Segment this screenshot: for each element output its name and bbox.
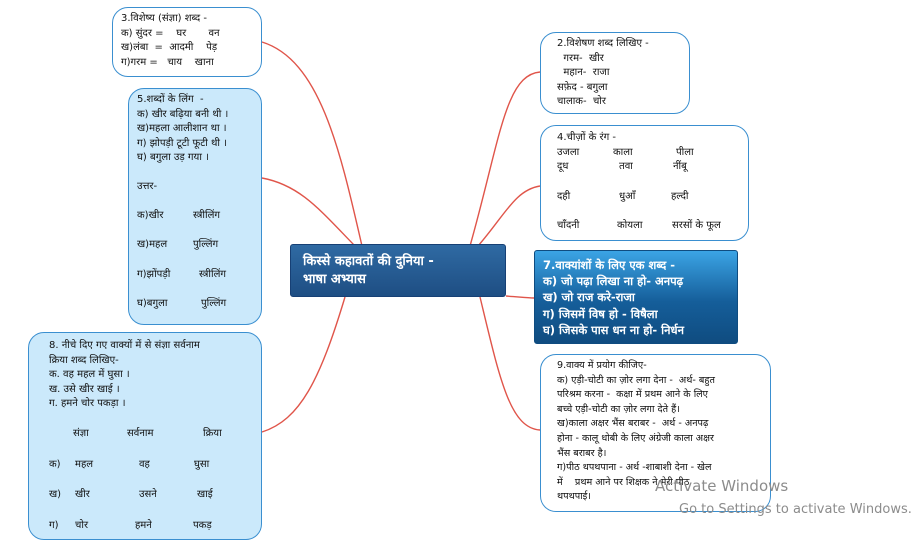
node9-line: बच्चे एड़ी-चोटी का ज़ोर लगा देते हैं। xyxy=(557,403,680,415)
link-node3 xyxy=(262,42,362,246)
node3-line-1: क) सुंदर = घर वन xyxy=(121,27,220,39)
node8-cell: महल xyxy=(75,458,94,470)
node4-row xyxy=(557,219,748,234)
node3-line-3: ग)गरम = चाय खाना xyxy=(121,56,214,68)
node4-title: 4.चीज़ों के रंग - xyxy=(557,132,617,143)
node5-answer-row xyxy=(137,268,253,283)
node-adjective-words[interactable] xyxy=(540,32,690,114)
node4-cell: पीला xyxy=(676,146,694,158)
link-node5 xyxy=(262,178,355,246)
node9-line: में प्रथम आने पर शिक्षक ने मेरी पीठ xyxy=(557,476,690,488)
node4-cell: तवा xyxy=(619,161,633,173)
node7-line-1: क) जो पढ़ा लिखा ना हो- अनपढ़ xyxy=(543,274,684,289)
link-node8 xyxy=(262,297,345,432)
link-node4 xyxy=(478,186,540,246)
node4-row xyxy=(557,160,748,175)
node7-line-title: 7.वाक्यांशों के लिए एक शब्द - xyxy=(543,258,676,272)
node9-line: होना - कालू धोबी के लिए अंग्रेजी काला अक्षर xyxy=(557,432,714,444)
node-gender-words[interactable] xyxy=(128,88,262,325)
node2-line-3: सफ़ेद - बगुला xyxy=(557,81,608,93)
node9-line: परिश्रम करना - कक्षा में प्रथम आने के लिए xyxy=(557,389,708,401)
node4-cell: नींबू xyxy=(673,161,687,173)
node8-table-row xyxy=(49,458,261,473)
node-noun-pronoun-verb[interactable] xyxy=(28,332,262,540)
node5-answer-row xyxy=(137,209,253,224)
node9-line: क) एड़ी-चोटी का ज़ोर लगा देना - अर्थ- बहुत xyxy=(557,374,715,386)
node5-answer-gender: पुल्लिंग xyxy=(193,239,219,251)
node8-cell: वह xyxy=(139,458,150,470)
node4-cell: कोयला xyxy=(617,220,643,232)
node5-answer-gender: स्त्रीलिंग xyxy=(193,209,220,221)
node8-line-4: ग. हमने चोर पकड़ा । xyxy=(49,398,126,410)
node3-line-title: 3.विशेष्य (संज्ञा) शब्द - xyxy=(121,13,207,24)
node7-line-2: ख) जो राज करे-राजा xyxy=(543,290,635,305)
node5-answer-word: घ)बगुला xyxy=(137,298,168,310)
node8-row-label: क) xyxy=(49,458,61,470)
node5-answer-word: ख)महल xyxy=(137,239,168,251)
node4-cell: हल्दी xyxy=(671,190,689,202)
node8-cell: पकड़ xyxy=(193,519,212,531)
node8-cell: घुसा xyxy=(194,458,210,470)
node5-answer-gender: स्त्रीलिंग xyxy=(199,268,226,280)
node-one-word-substitution[interactable] xyxy=(534,250,738,344)
node8-row-label: ख) xyxy=(49,489,62,501)
node4-row xyxy=(557,146,748,161)
node5-line-2: ख)महला आलीशान था । xyxy=(137,123,227,135)
node4-cell: सरसों के फूल xyxy=(672,220,721,232)
node8-header-verb: क्रिया xyxy=(203,427,222,439)
node8-cell: उसने xyxy=(139,489,157,501)
watermark-line2: Go to Settings to activate Windows. xyxy=(679,502,912,517)
node4-cell: दूध xyxy=(557,161,569,173)
node8-cell: खाई xyxy=(197,489,213,501)
node5-answer-word: ग)झोंपड़ी xyxy=(137,268,171,280)
node8-cell: चोर xyxy=(75,519,89,531)
node8-line-2: क. वह महल में घुसा । xyxy=(49,369,130,381)
node8-table-header xyxy=(49,427,261,442)
node8-row-label: ग) xyxy=(49,519,59,531)
node5-line-3: ग) झोपड़ी टूटी फूटी थी । xyxy=(137,137,227,149)
node9-line: भैंस बराबर है। xyxy=(557,447,607,459)
central-title: किस्से कहावतों की दुनिया - xyxy=(303,254,434,269)
node4-row xyxy=(557,190,748,205)
node4-cell: उजला xyxy=(557,146,580,158)
node2-line-2: महान- राजा xyxy=(557,67,610,79)
node-noun-words[interactable] xyxy=(112,7,262,77)
node4-cell: दही xyxy=(557,190,571,202)
central-subtitle: भाषा अभ्यास xyxy=(303,272,366,287)
node7-line-3: ग) जिसमें विष हो - विषैला xyxy=(543,306,658,321)
node8-table-row xyxy=(49,488,261,503)
activate-windows-watermark xyxy=(655,474,912,522)
node2-line-title: 2.विशेषण शब्द लिखिए - xyxy=(557,38,649,49)
link-node7 xyxy=(506,296,534,298)
node9-line: थपथपाई। xyxy=(557,491,591,503)
node5-answer-gender: पुल्लिंग xyxy=(201,298,227,310)
watermark-line1: Activate Windows xyxy=(655,477,789,495)
node5-line-4: घ) बगुला उड़ गया । xyxy=(137,152,209,164)
node5-line-1: क) खीर बढ़िया बनी थी । xyxy=(137,108,229,120)
node8-line-1: क्रिया शब्द लिखिए- xyxy=(49,354,119,366)
node8-cell: हमने xyxy=(135,519,152,531)
central-topic[interactable] xyxy=(290,244,506,297)
node4-cell: चाँदनी xyxy=(557,220,580,232)
node7-line-4: घ) जिसके पास धन ना हो- निर्धन xyxy=(543,322,684,337)
node5-answer-label: उत्तर- xyxy=(137,180,158,192)
node5-line-title: 5.शब्दों के लिंग - xyxy=(137,94,204,105)
node2-line-1: गरम- खीर xyxy=(557,52,604,64)
node8-line-3: ख. उसे खीर खाई । xyxy=(49,383,120,395)
link-node2 xyxy=(470,72,540,246)
node9-line: ग)पीठ थपथपाना - अर्थ -शाबाशी देना - खेल xyxy=(557,462,712,474)
node2-line-4: चालाक- चोर xyxy=(557,96,606,108)
link-node9 xyxy=(480,297,540,430)
node5-answer-word: क)खीर xyxy=(137,209,164,221)
node4-cell: काला xyxy=(613,146,633,158)
node5-answer-row xyxy=(137,238,253,253)
node8-table-row xyxy=(49,519,261,534)
node-colors-of-things[interactable] xyxy=(540,125,749,241)
node3-line-2: ख)लंबा = आदमी पेड़ xyxy=(121,42,218,54)
node8-header-pronoun: सर्वनाम xyxy=(127,427,154,439)
node8-cell: खीर xyxy=(75,489,90,501)
node4-cell: धुआँ xyxy=(619,190,636,202)
node9-line-title: 9.वाक्य में प्रयोग कीजिए- xyxy=(557,360,647,371)
node5-answer-row xyxy=(137,297,253,312)
node9-line: ख)काला अक्षर भैंस बराबर - अर्थ - अनपढ़ xyxy=(557,418,709,430)
node8-line-title: 8. नीचे दिए गए वाक्यों में से संज्ञा सर्वनाम xyxy=(49,340,200,351)
node8-header-noun: संज्ञा xyxy=(73,427,89,439)
